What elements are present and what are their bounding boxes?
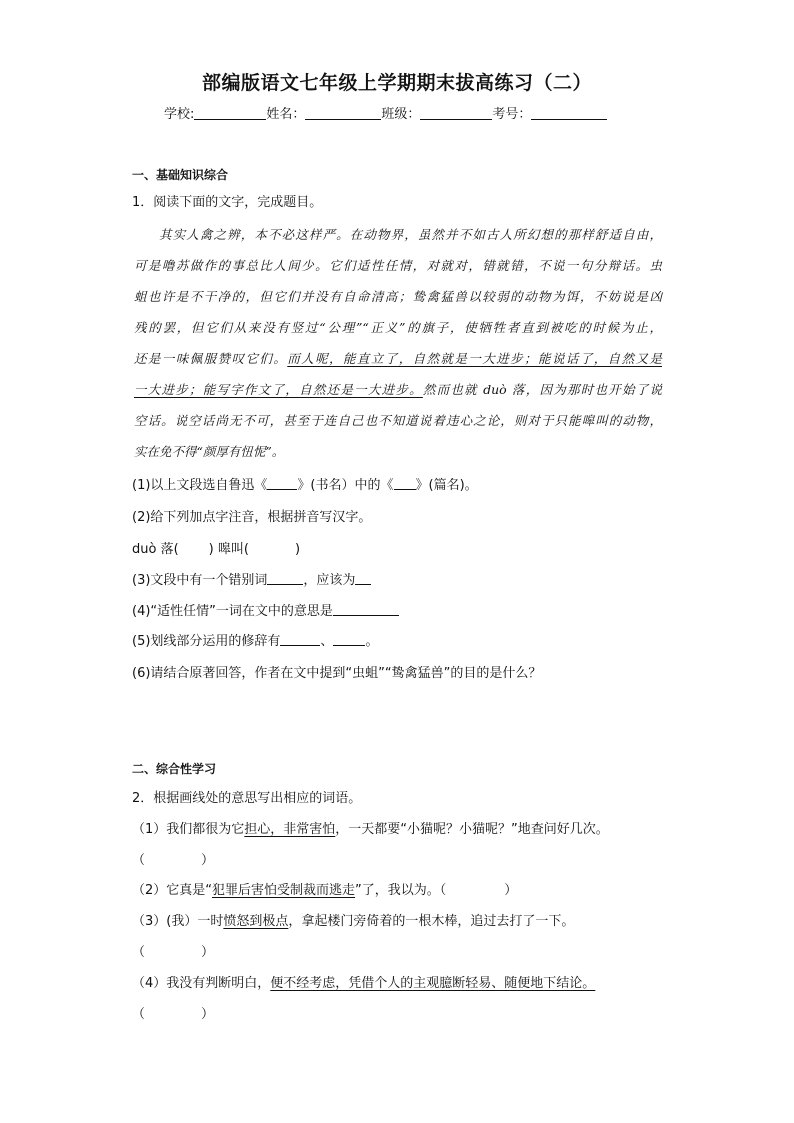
q1-sub6: (6)请结合原著回答，作者在文中提到“虫蛆”“鸷禽猛兽”的目的是什么？	[132, 666, 542, 681]
q2-item-2-text-a: （2）它真是“	[132, 883, 213, 898]
q1-sub5	[132, 630, 378, 649]
chapter-name-blank[interactable]	[394, 478, 416, 490]
student-info-line	[164, 103, 607, 122]
q2-item-3-underlined: 愤怒到极点	[223, 914, 289, 929]
duo-luo-label: duò 落(	[132, 542, 179, 557]
meaning-blank[interactable]	[333, 604, 399, 616]
q1-sub2: (2)给下列加点字注音，根据拼音写汉字。	[132, 510, 372, 525]
exam-no-blank[interactable]	[531, 107, 607, 120]
q2-item-4	[132, 972, 595, 991]
paren-close: ）	[201, 853, 215, 868]
q2-item-2-text-b: ”了，我以为。（	[355, 883, 447, 898]
q1-stem: 1．阅读下面的文字，完成题目。	[132, 195, 323, 210]
q2-item-1-answer[interactable]	[132, 849, 214, 868]
q2-item-1-text-b: ，一天都要“小猫呢？小猫呢？”地查问好几次。	[335, 822, 609, 837]
q1-sub2-items	[132, 538, 300, 557]
wrong-word-blank[interactable]	[267, 573, 303, 585]
rhetoric-blank-2[interactable]	[333, 634, 365, 646]
q1-sub1	[132, 474, 478, 493]
passage-line-5	[134, 349, 662, 367]
q2-stem: 2．根据画线处的意思写出相应的词语。	[132, 791, 362, 806]
school-blank[interactable]	[194, 107, 266, 120]
paren-open: （	[132, 945, 146, 960]
name-blank[interactable]	[305, 107, 381, 120]
q1-sub5-text-b: 、	[320, 634, 334, 649]
paren-open: （	[132, 1007, 146, 1022]
passage-line-2: 可是噜苏做作的事总比人间少。它们适性任情，对就对，错就错，不说一句分辩话。虫	[134, 258, 662, 273]
school-label: 学校:	[164, 107, 195, 122]
passage-line-7: 空话。说空话尚无不可，甚至于连自己也不知道说着违心之论，则对于只能嗥叫的动物，	[134, 413, 662, 428]
correction-blank[interactable]	[355, 573, 371, 585]
q2-item-4-text-a: （4）我没有判断明白，	[132, 976, 271, 991]
exam-no-label: 考号：	[492, 107, 532, 122]
q2-item-3	[132, 910, 574, 929]
passage-line-6-underlined: 一大进步；能写字作文了，自然还是一大进步。	[134, 382, 423, 397]
q1-sub3	[132, 569, 371, 588]
section2-heading: 二、综合性学习	[132, 762, 217, 776]
q2-item-3-answer[interactable]	[132, 941, 214, 960]
passage-line-1: 其实人禽之辨，本不必这样严。在动物界，虽然并不如古人所幻想的那样舒适自由，	[159, 227, 662, 242]
passage-line-6	[134, 380, 662, 398]
passage-line-8: 实在免不得“颜厚有忸怩”。	[134, 444, 285, 459]
q1-sub3-text-a: (3)文段中有一个错别词	[132, 573, 268, 588]
paren-open: （	[132, 853, 146, 868]
passage-line-5-plain: 还是一味佩服赞叹它们。	[134, 351, 288, 366]
name-label: 姓名：	[266, 107, 306, 122]
hao-jiao-label: ) 嗥叫(	[208, 542, 249, 557]
q1-sub1-text-b: 》(书名）中的《	[297, 478, 394, 493]
q2-item-1-underlined: 担心，非常害怕	[244, 822, 336, 837]
class-blank[interactable]	[420, 107, 492, 120]
passage-line-5-underlined: 而人呢，能直立了，自然就是一大进步；能说话了，自然又是	[287, 351, 662, 366]
q2-item-1	[132, 818, 609, 837]
q2-item-4-answer[interactable]	[132, 1003, 214, 1022]
passage-line-4: 残的罢，但它们从来没有竖过“公理”“正义”的旗子，使牺牲者直到被吃的时候为止，	[134, 320, 662, 335]
q2-item-3-text-b: ，拿起楼门旁倚着的一根木棒，追过去打了一下。	[288, 914, 575, 929]
paren-close: ）	[201, 945, 215, 960]
paren-close: ）	[201, 1007, 215, 1022]
q1-sub5-text-c: 。	[365, 634, 379, 649]
q1-sub4-text: (4)“适性任情”一词在文中的意思是	[132, 604, 333, 619]
q2-item-3-text-a: （3）(我）一时	[132, 914, 224, 929]
page-title: 部编版语文七年级上学期期末拔高练习（二）	[201, 72, 592, 94]
section1-heading: 一、基础知识综合	[132, 168, 229, 182]
q2-item-2	[132, 879, 517, 898]
passage-line-3: 蛆也许是不干净的，但它们并没有自命清高；鸷禽猛兽以较弱的动物为饵，不妨说是凶	[134, 289, 662, 304]
q2-item-2-underlined: 犯罪后害怕受制裁而逃走	[212, 883, 356, 898]
class-label: 班级：	[381, 107, 421, 122]
q1-sub1-text-c: 》(篇名)。	[415, 478, 478, 493]
passage-line-6-plain: 然而也就 duò 落，因为那时也开始了说	[422, 382, 662, 397]
q1-sub5-text-a: (5)划线部分运用的修辞有	[132, 634, 281, 649]
rhetoric-blank-1[interactable]	[280, 634, 320, 646]
q2-item-1-text-a: （1）我们都很为它	[132, 822, 245, 837]
hao-jiao-close: )	[294, 542, 301, 557]
paren-close: ）	[504, 883, 518, 898]
book-name-blank[interactable]	[267, 478, 297, 490]
q2-item-4-underlined: 便不经考虑，凭借个人的主观臆断轻易、随便地下结论。	[270, 976, 596, 991]
q1-sub4	[132, 600, 399, 619]
q1-sub1-text-a: (1)以上文段选自鲁迅《	[132, 478, 268, 493]
q1-sub3-text-b: ，应该为	[303, 573, 356, 588]
